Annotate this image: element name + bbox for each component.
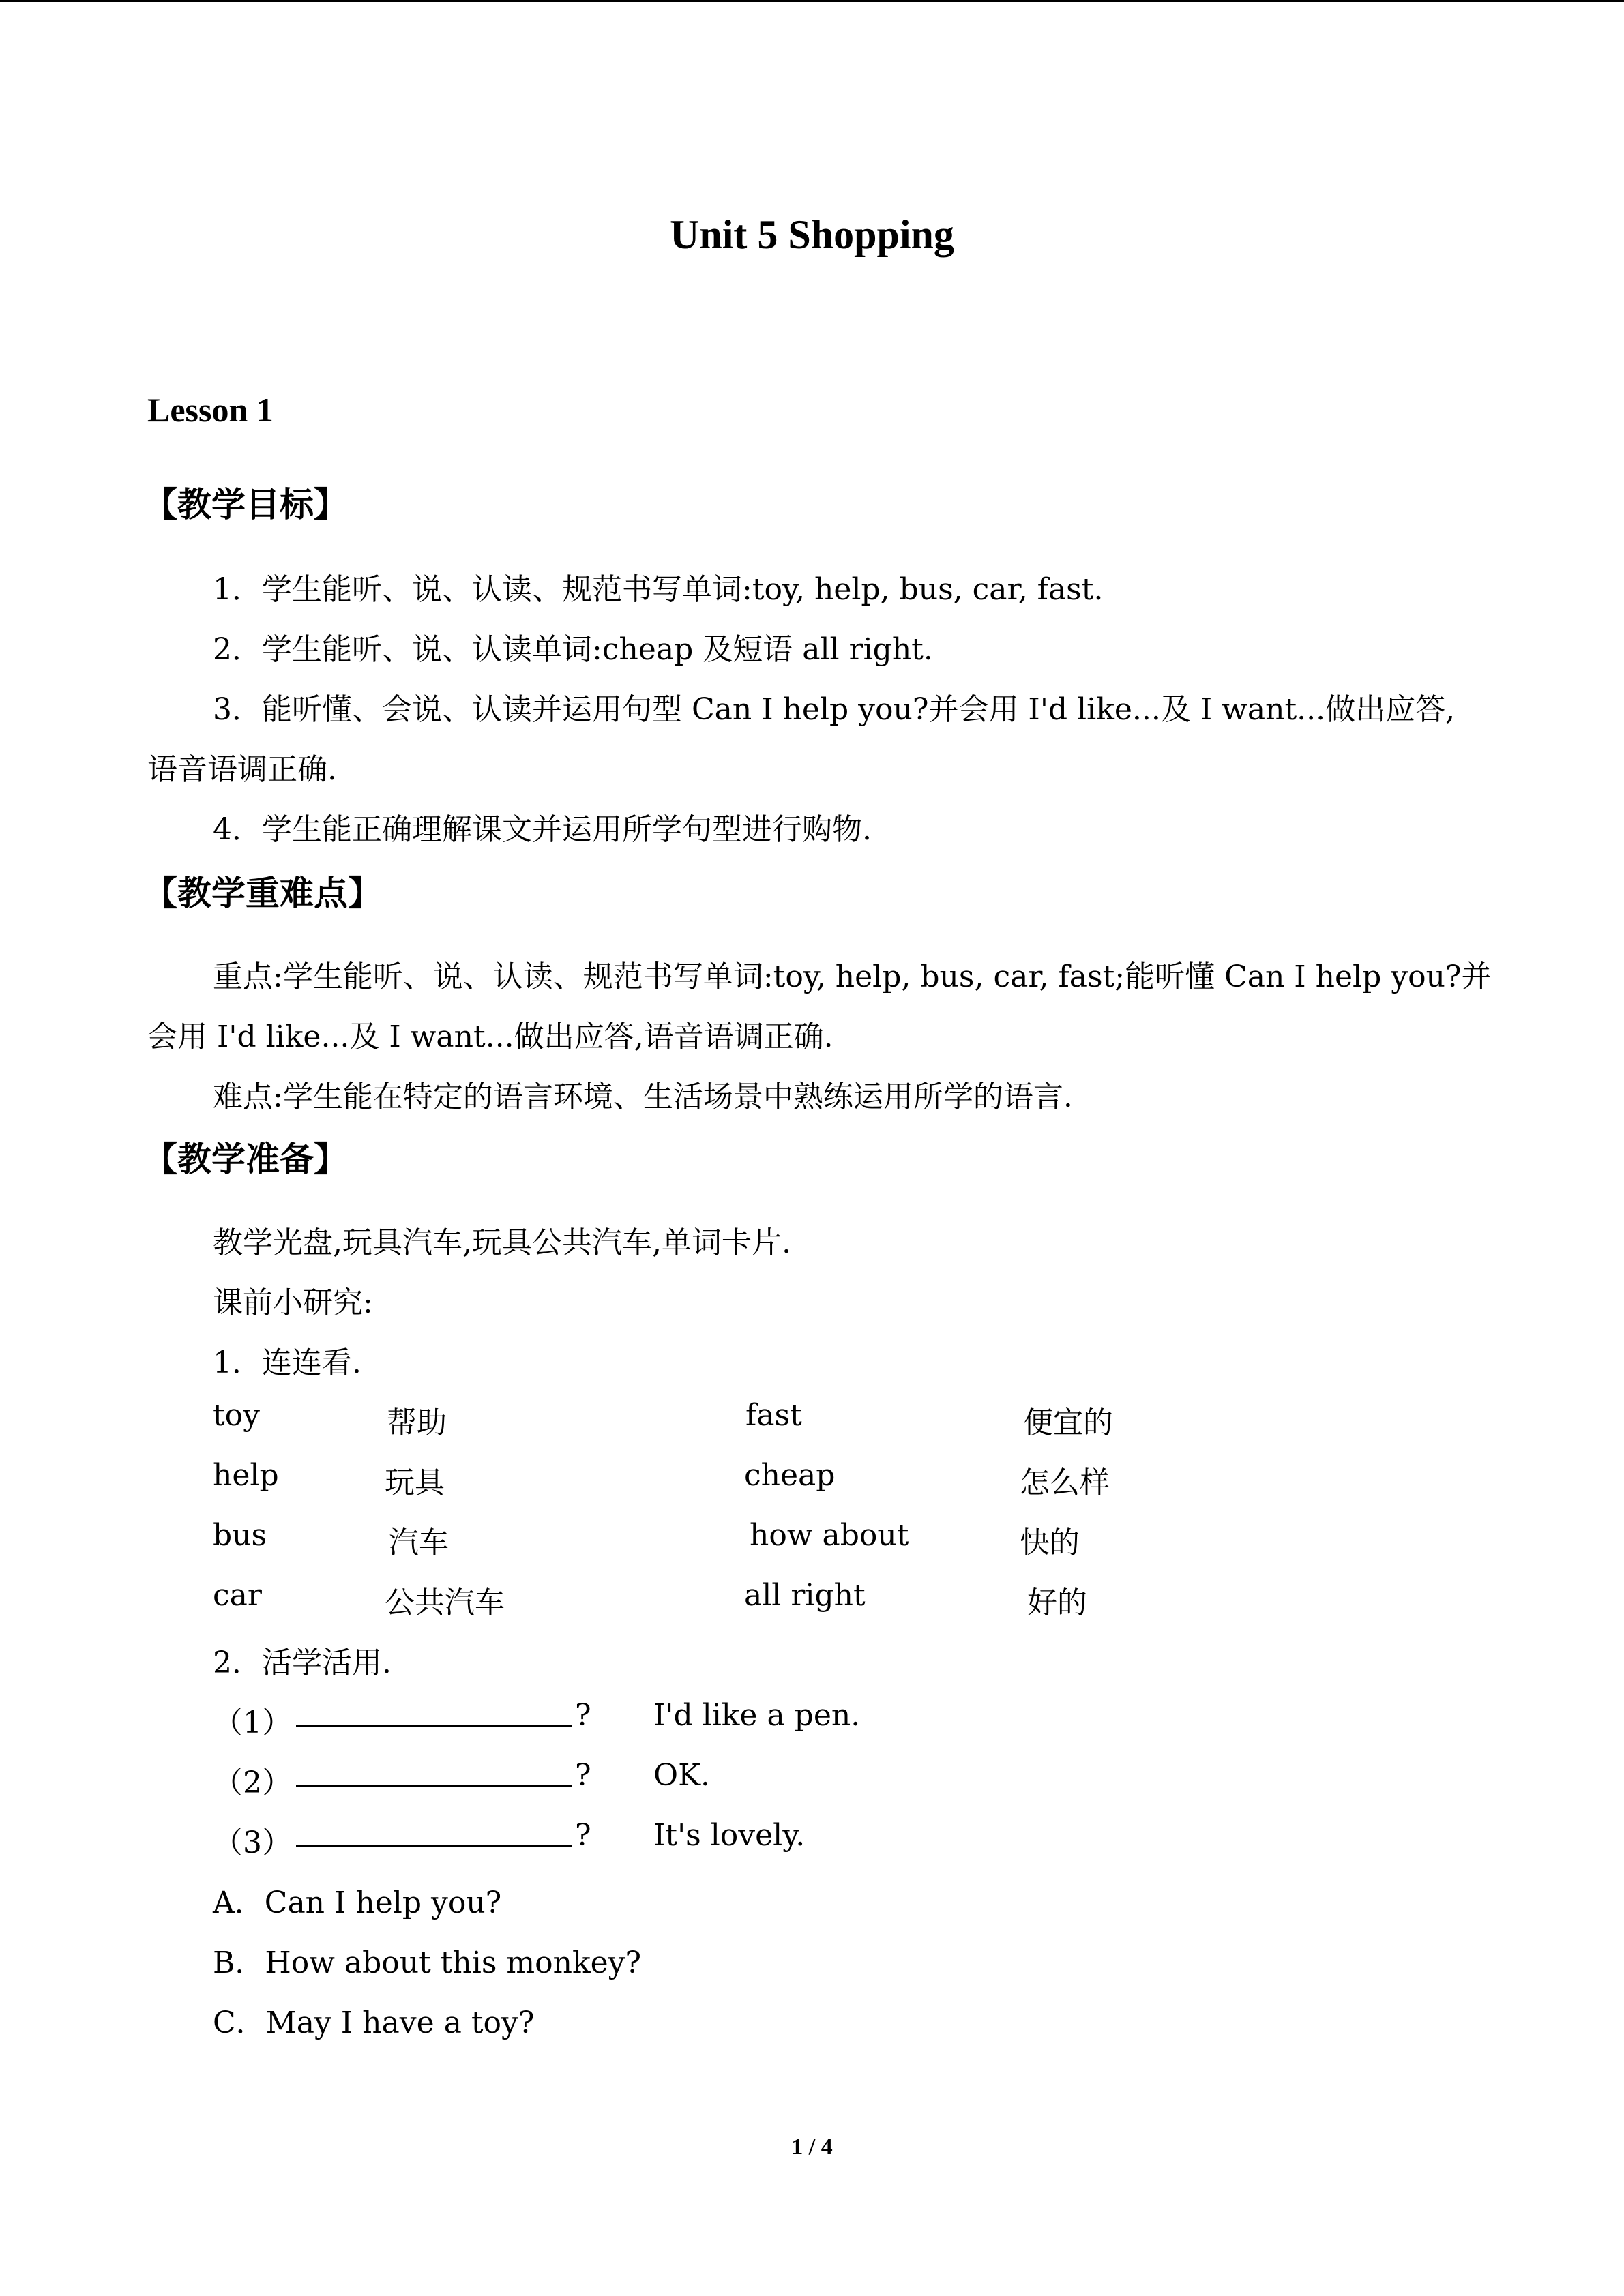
fill-item-number: （3） [213, 1825, 292, 1860]
match-word-zh: 玩具 [385, 1465, 445, 1500]
goal-item: 3．能听懂、会说、认读并运用句型 Can I help you?并会用 I'd like...及 I want...做出应答, [213, 692, 1456, 727]
prep-line: 1．连连看. [213, 1345, 361, 1380]
option-item: B．How about this monkey? [213, 1945, 642, 1980]
question-mark: ? [575, 1758, 591, 1793]
match-word-en: all right [744, 1578, 866, 1613]
question-mark: ? [575, 1818, 591, 1853]
keypoint-line: 难点:学生能在特定的语言环境、生活场景中熟练运用所学的语言. [213, 1079, 1073, 1114]
goal-item: 1．学生能听、说、认读、规范书写单词:toy, help, bus, car, fast. [213, 572, 1104, 607]
section-heading-goals: 【教学目标】 [143, 484, 348, 524]
prep-line: 课前小研究: [213, 1285, 373, 1320]
goal-item: 2．学生能听、说、认读单词:cheap 及短语 all right. [213, 632, 933, 667]
match-word-zh: 帮助 [387, 1405, 447, 1440]
exercise-heading: 2．活学活用. [213, 1645, 392, 1680]
match-word-en: fast [745, 1398, 802, 1433]
keypoint-line: 会用 I'd like...及 I want...做出应答,语音语调正确. [147, 1019, 833, 1054]
answer-blank[interactable] [296, 1815, 572, 1847]
answer-blank[interactable] [296, 1695, 572, 1727]
lesson-heading: Lesson 1 [147, 391, 274, 429]
match-word-zh: 怎么样 [1020, 1465, 1110, 1500]
section-heading-keypoints: 【教学重难点】 [143, 873, 382, 913]
match-word-en: car [213, 1578, 262, 1613]
fill-item-number: （2） [213, 1765, 292, 1800]
option-item: C．May I have a toy? [213, 2006, 535, 2040]
match-word-en: cheap [744, 1458, 836, 1493]
page-number: 1 / 4 [791, 2134, 833, 2160]
match-word-zh: 公共汽车 [385, 1585, 505, 1620]
match-word-en: bus [213, 1518, 267, 1553]
fill-item-answer: OK. [653, 1758, 710, 1793]
option-item: A．Can I help you? [213, 1885, 502, 1920]
fill-item-number: （1） [213, 1705, 292, 1740]
fill-item-answer: I'd like a pen. [653, 1698, 861, 1733]
match-word-zh: 便宜的 [1023, 1405, 1113, 1440]
fill-item-answer: It's lovely. [653, 1818, 806, 1853]
match-word-zh: 快的 [1020, 1525, 1080, 1560]
page-title: Unit 5 Shopping [670, 212, 954, 257]
match-word-zh: 好的 [1027, 1585, 1087, 1620]
match-word-en: how about [750, 1518, 909, 1553]
goal-item-continuation: 语音语调正确. [147, 752, 337, 787]
match-word-en: help [213, 1458, 279, 1493]
top-border [0, 0, 1624, 2]
question-mark: ? [575, 1698, 591, 1733]
keypoint-line: 重点:学生能听、说、认读、规范书写单词:toy, help, bus, car, fast;能听懂 Can I help you?并 [213, 959, 1492, 994]
prep-line: 教学光盘,玩具汽车,玩具公共汽车,单词卡片. [213, 1225, 791, 1260]
match-word-zh: 汽车 [389, 1525, 449, 1560]
match-word-en: toy [213, 1398, 261, 1433]
goal-item: 4．学生能正确理解课文并运用所学句型进行购物. [213, 812, 872, 847]
answer-blank[interactable] [296, 1755, 572, 1787]
section-heading-prep: 【教学准备】 [143, 1139, 348, 1179]
